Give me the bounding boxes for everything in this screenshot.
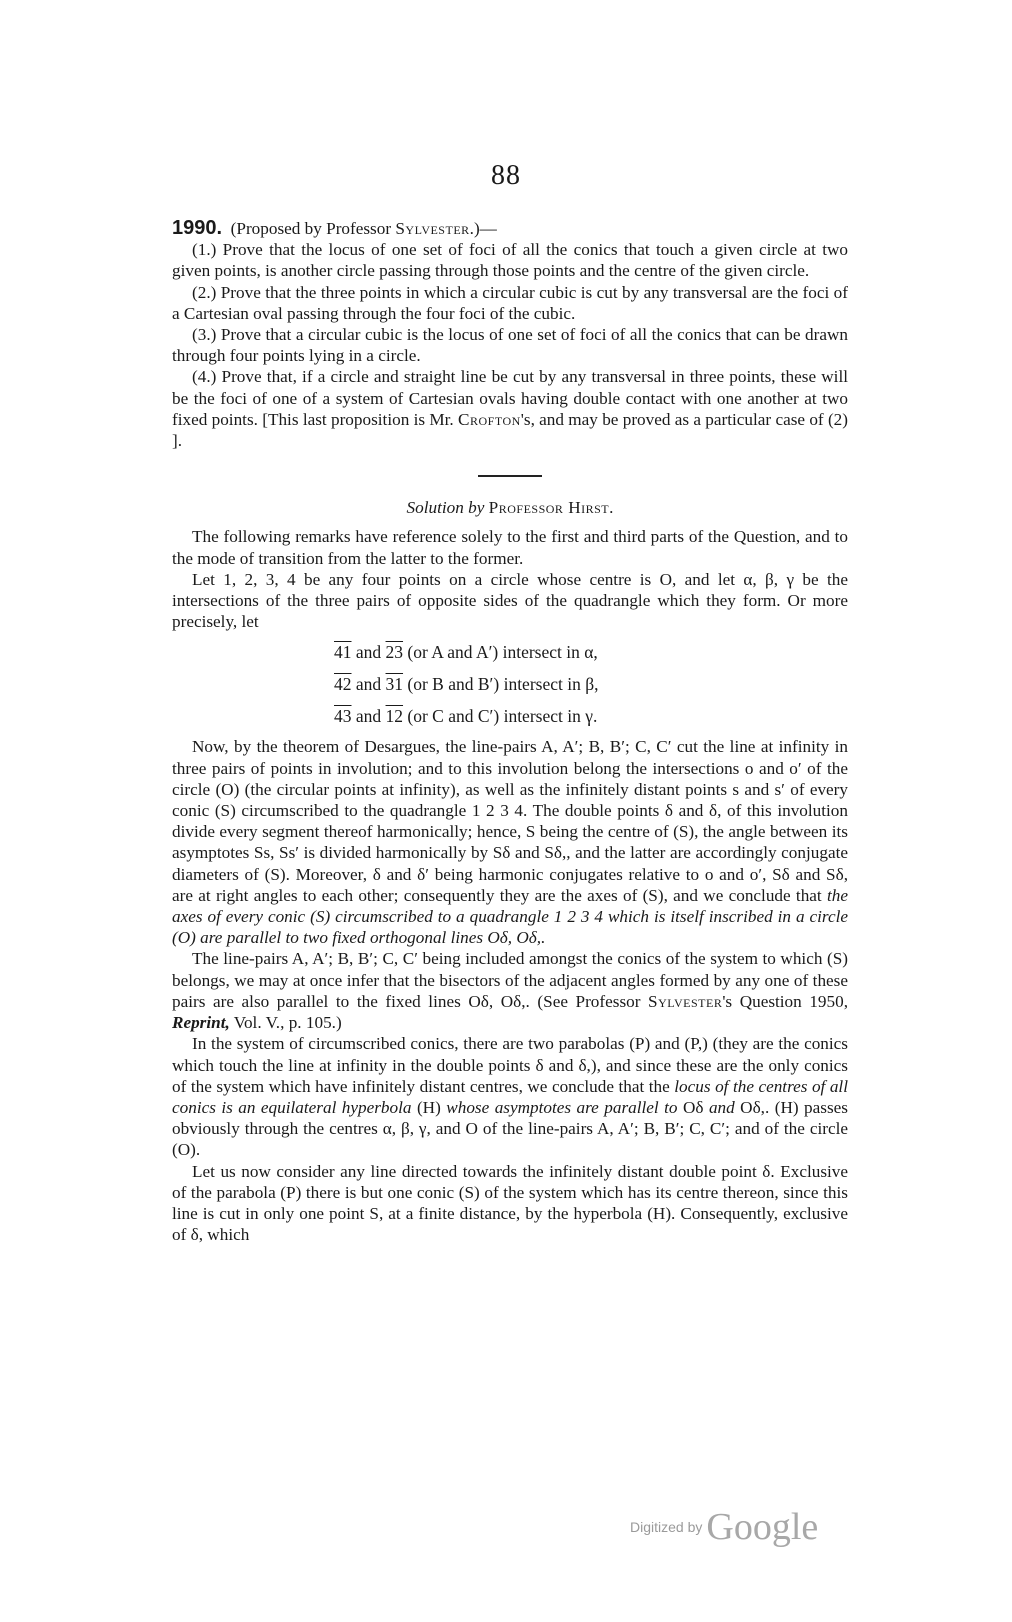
p5-italic-2: whose asymptotes are parallel to (446, 1097, 678, 1117)
equation-line-alpha (172, 636, 848, 668)
page-body (172, 218, 848, 1245)
solution-paragraph-4 (172, 948, 848, 1033)
solution-heading-italic: Solution by (406, 498, 485, 518)
question-part-2: (2.) Prove that the three points in which a circular cubic is cut by any transversal are the foci of a Cartesian oval passing through the four foci of the cubic. (172, 282, 848, 323)
p4-text-c: Vol. V., p. 105.) (229, 1013, 342, 1033)
p4-text-b: 's Question 1950, (722, 991, 848, 1011)
page-number: 88 (491, 160, 521, 191)
part4-text-a: (4.) Prove that, if a circle and straight line be cut by any transversal in three points, these will be the foci of one of a system of Cartesian ovals having double contact with one another at two fixed points. [This last proposition is Mr. (172, 367, 848, 429)
equation-line-beta (172, 668, 848, 700)
watermark-prefix: Digitized by (630, 1519, 703, 1535)
eq3-first: 43 (334, 706, 352, 727)
question-part-4 (172, 366, 848, 451)
part4-text-b: 's, and may be proved as a particular case of (2) ]. (172, 409, 848, 451)
eq1-second: 23 (385, 642, 404, 663)
eq1-first: 41 (334, 642, 352, 663)
solution-paragraph-2: Let 1, 2, 3, 4 be any four points on a circle whose centre is O, and let α, β, γ be the intersections of the three pairs of opposite sides of the quadrangle which they form. Or more precisely, let (172, 569, 848, 632)
question-number: 1990. (172, 217, 223, 239)
question-part-1: (1.) Prove that the locus of one set of foci of all the conics that touch a given circle at two given points, is another circle passing through those points and the centre of the given circle. (172, 240, 848, 281)
eq2-rest: (or B and B′) intersect in β, (403, 674, 599, 695)
p3-text: Now, by the theorem of Desargues, the line-pairs A, A′; B, B′; C, C′ cut the line at infinity in three pairs of points in involution; and to this involution belong the intersections o and o′ of the circle (O) (the circular points at infinity), as well as the infinitely distant points s and s′ of every conic (S) circumscribed to the quadrangle 1 2 3 4. The double points δ and δ, of this involution divide every segment thereof harmonically; hence, S being the centre of (S), the angle between its asymptotes Ss, Ss′ is divided harmonically by Sδ and Sδ,, and the latter are accordingly conjugate diameters of (S). Moreover, δ and δ′ being harmonic conjugates relative to o and o′, Sδ and Sδ, are at right angles to each other; consequently they are the axes of (S), and we conclude that (172, 737, 848, 905)
solution-paragraph-3 (172, 736, 848, 948)
equation-line-gamma (172, 700, 848, 732)
eq2-first: 42 (334, 674, 352, 695)
p5-text-c: Oδ (677, 1097, 709, 1117)
solution-paragraph-6: Let us now consider any line directed towards the infinitely distant double point δ. Exclusive of the parabola (P) there is but one conic (S) of the system which has its centre thereon, since this line is cut in only one point S, at a finite distance, by the hyperbola (H). Consequently, exclusive of δ, which (172, 1161, 848, 1245)
p4-name: Sylvester (648, 991, 723, 1011)
p5-text-a: In the system of circumscribed conics, there are two parabolas (P) and (P,) (they are the conics which touch the line at infinity in the double points δ and δ,), and since these are the only conics of the system which have infinitely distant centres, we conclude that the (172, 1034, 848, 1096)
p5-text-b: (H) (411, 1097, 447, 1117)
p5-text-d: Oδ,. (H) passes obviously through the centres α, β, γ, and O of the line-pairs A, A′; B, B′; C, C′; and of the circle (O). (172, 1097, 848, 1160)
eq2-second: 31 (385, 674, 404, 695)
eq2-and: and (351, 674, 386, 695)
proposer-prefix: (Proposed by Professor (230, 219, 396, 238)
section-divider (478, 475, 542, 477)
google-logo: Google (706, 1506, 819, 1548)
p5-and: and (708, 1097, 735, 1117)
eq3-second: 12 (385, 706, 404, 727)
proposer-suffix: .)— (469, 219, 497, 238)
solution-author: Professor Hirst (488, 498, 610, 518)
eq1-rest: (or A and A′) intersect in α, (403, 642, 598, 663)
solution-paragraph-5 (172, 1033, 848, 1160)
p3-theorem: the axes of every conic (S) circumscribed to a quadrangle 1 2 3 4 which is itself inscribed in a circle (O) are parallel to two fixed orthogonal lines Oδ, Oδ,. (172, 885, 848, 948)
p5-italic: locus of the centres of all conics is an equilateral hyperbola (172, 1076, 848, 1117)
p4-reprint: Reprint, (172, 1013, 230, 1033)
part4-name: Crofton (458, 409, 521, 429)
eq3-rest: (or C and C′) intersect in γ. (403, 706, 598, 727)
solution-heading (172, 497, 848, 518)
eq3-and: and (351, 706, 386, 727)
question-part-3: (3.) Prove that a circular cubic is the locus of one set of foci of all the conics that can be drawn through four points lying in a circle. (172, 325, 848, 366)
solution-paragraph-1: The following remarks have reference solely to the first and third parts of the Question, and to the mode of transition from the latter to the former. (172, 527, 848, 568)
p4-text-a: The line-pairs A, A′; B, B′; C, C′ being included amongst the conics of the system to which (S) belongs, we may at once infer that the bisectors of the adjacent angles formed by any one of these pairs are also parallel to the fixed lines Oδ, Oδ,. (See Professor (172, 949, 848, 1011)
question-heading (172, 218, 848, 239)
solution-heading-end: . (609, 498, 614, 518)
digitized-watermark (630, 1505, 818, 1549)
proposer-name: Sylvester (395, 219, 470, 238)
eq1-and: and (351, 642, 386, 663)
